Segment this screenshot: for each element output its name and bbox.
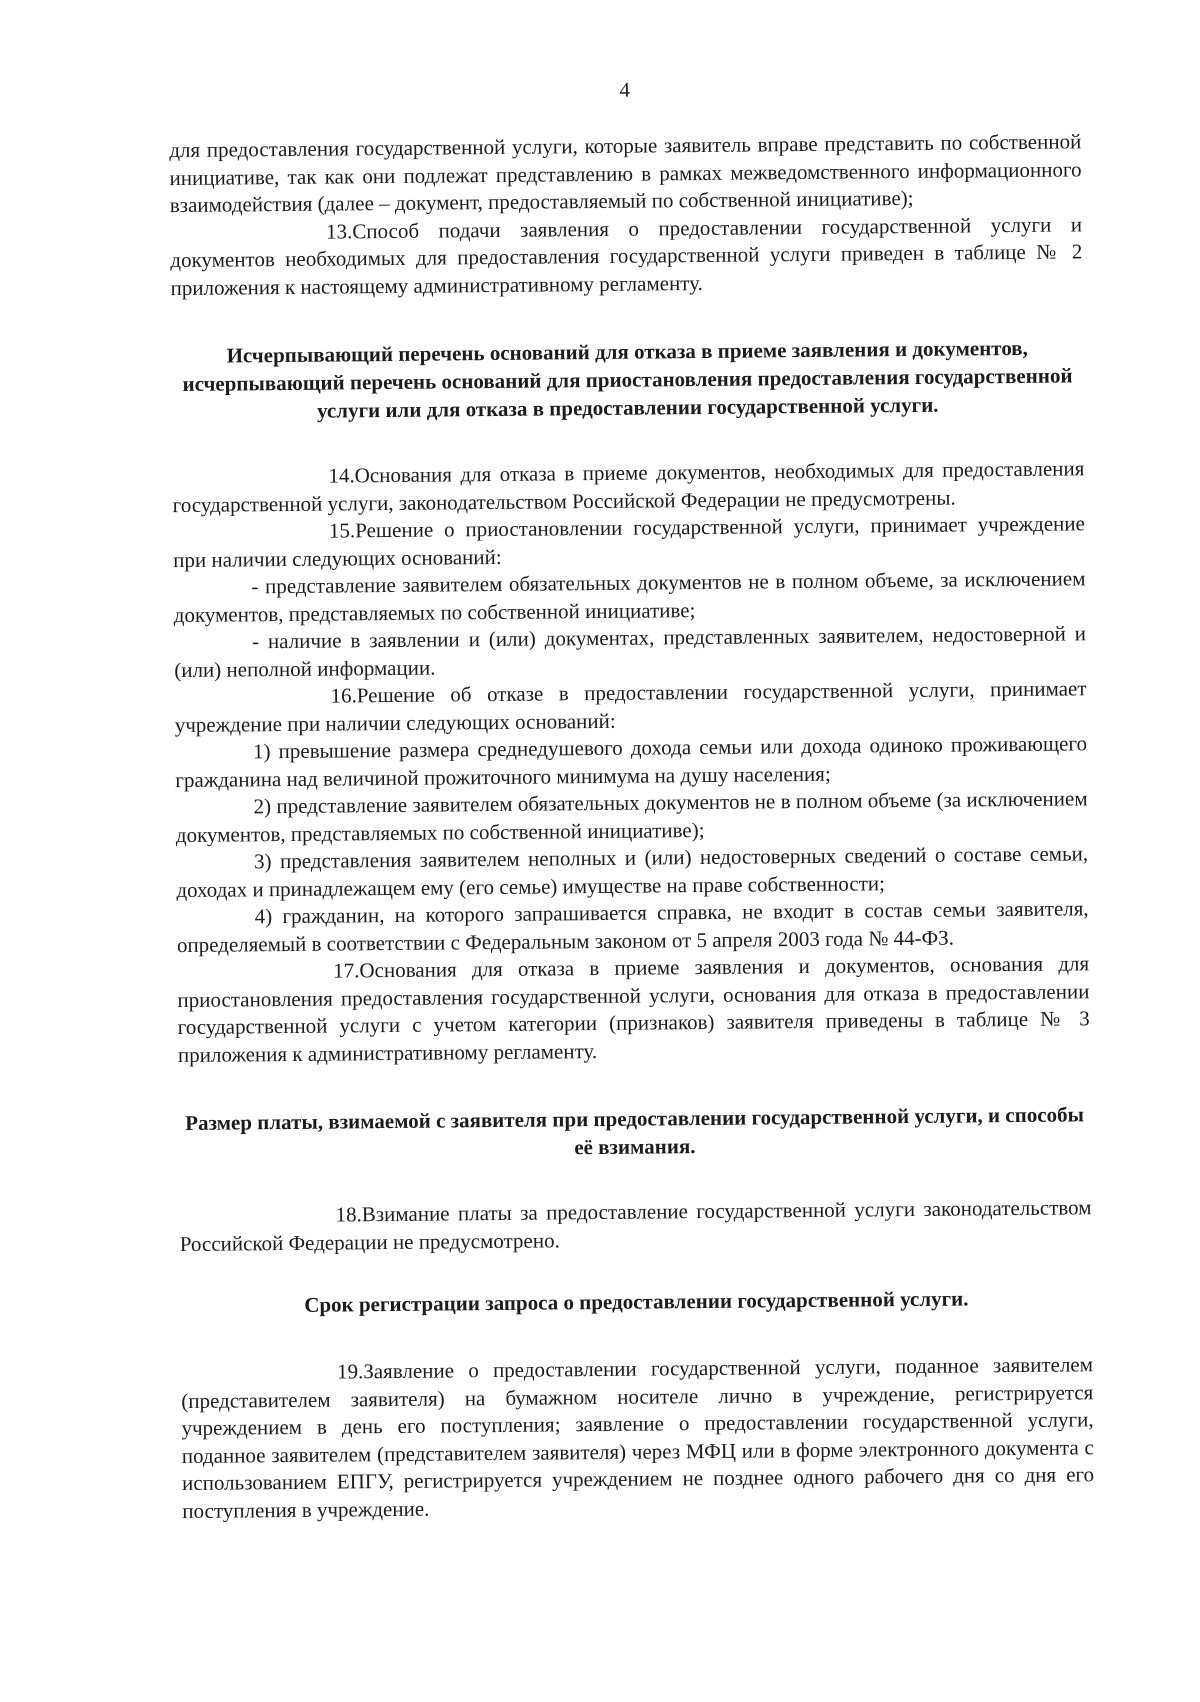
paragraph-16-text: Решение об отказе в предоставлении государственной услуги, принимает учреждение при наличии следующих оснований: bbox=[174, 676, 1087, 737]
paragraph-15-item-2: - наличие в заявлении и (или) документах, представленных заявителем, недостоверной и (или) неполной информации. bbox=[174, 621, 1087, 682]
paragraph-18-number: 18. bbox=[335, 1202, 362, 1227]
paragraph-16 bbox=[174, 675, 1086, 739]
paragraph-16-number: 16. bbox=[330, 683, 357, 708]
section-heading-registration-term: Срок регистрации запроса о предоставлении государственной услуги. bbox=[304, 1286, 969, 1317]
paragraph-14-text: Основания для отказа в приеме документов, необходимых для предоставления государственной услуги, законодательством Российской Федерации не предусмотрены. bbox=[172, 456, 1085, 517]
paragraph-14 bbox=[172, 455, 1084, 519]
section-heading-fee: Размер платы, взимаемой с заявителя при предоставлении государственной услуги, и способы её взимания. bbox=[185, 1102, 1085, 1160]
paragraph-16-item-2: 2) представление заявителем обязательных документов не в полном объеме (за исключением документов, представляемых по собственной инициативе); bbox=[175, 786, 1088, 847]
paragraph-18 bbox=[179, 1194, 1091, 1258]
paragraph-17-text: Основания для отказа в приеме заявления и документов, основания для приостановления предоставления государственной услуги, основания для отказа в предоставлении государственной услуги с учетом категории (признаков) заявителя приведены в таблице № 3 приложения к административному регламенту. bbox=[177, 951, 1090, 1067]
paragraph-15-text: Решение о приостановлении государственной услуги, принимает учреждение при наличии следующих оснований: bbox=[173, 511, 1086, 572]
paragraph-14-number: 14. bbox=[328, 463, 355, 488]
paragraph-19-number: 19. bbox=[336, 1359, 364, 1384]
paragraph-15-item-1: - представление заявителем обязательных документов не в полном объеме, за исключением документов, представляемых по собственной инициативе; bbox=[173, 566, 1086, 627]
paragraph-16-item-4: 4) гражданин, на которого запрашивается справка, не входит в состав семьи заявителя, определяемый в соответствии с Федеральным законом от 5 апреля 2003 года № 44-ФЗ. bbox=[176, 896, 1089, 957]
paragraph-17 bbox=[177, 950, 1090, 1069]
paragraph-15 bbox=[173, 510, 1085, 574]
paragraph-16-item-3: 3) представления заявителем неполных и (или) недостоверных сведений о составе семьи, доходах и принадлежащем ему (его семье) имуществе на праве собственности; bbox=[176, 841, 1089, 902]
paragraph-19-text: Заявление о предоставлении государственной услуги, поданное заявителем (представителем заявителя) на бумажном носителе лично в учреждение, регистрируется учреждением в день его поступления; заявление о предоставлении государственной услуги, поданное заявителем (представителем заявителя) через МФЦ или в форме электронного документа с использованием ЕПГУ, регистрируется учреждением не позднее одного рабочего дня со дня его поступления в учреждение. bbox=[181, 1352, 1095, 1523]
paragraph-19 bbox=[181, 1351, 1095, 1525]
section-heading-refusal-grounds: Исчерпывающий перечень оснований для отказа в приеме заявления и документов, исчерпывающий перечень оснований для приостановления предоставления государственной услуги или для отказа в предоставлении государственной услуги. bbox=[182, 335, 1073, 423]
page-number: 4 bbox=[619, 77, 631, 102]
intro-continuation: для предоставления государственной услуги, которые заявитель вправе представить по собственной инициативе, так как они подлежат представлению в рамках межведомственного информационного взаимодействия (далее – документ, предоставляемый по собственной инициативе); bbox=[169, 129, 1082, 218]
paragraph-13 bbox=[170, 211, 1083, 302]
paragraph-16-item-1: 1) превышение размера среднедушевого дохода семьи или дохода одиноко проживающего гражданина над величиной прожиточного минимума на душу населения; bbox=[175, 731, 1088, 792]
paragraph-18-text: Взимание платы за предоставление государственной услуги законодательством Российской Федерации не предусмотрено. bbox=[179, 1195, 1092, 1256]
paragraph-13-text: Способ подачи заявления о предоставлении государственной услуги и документов необходимых для предоставления государственной услуги приведен в таблице № 2 приложения к настоящему административному регламенту. bbox=[170, 211, 1083, 300]
paragraph-15-number: 15. bbox=[328, 518, 356, 543]
paragraph-17-number: 17. bbox=[333, 958, 360, 983]
paragraph-13-number: 13. bbox=[325, 218, 353, 244]
